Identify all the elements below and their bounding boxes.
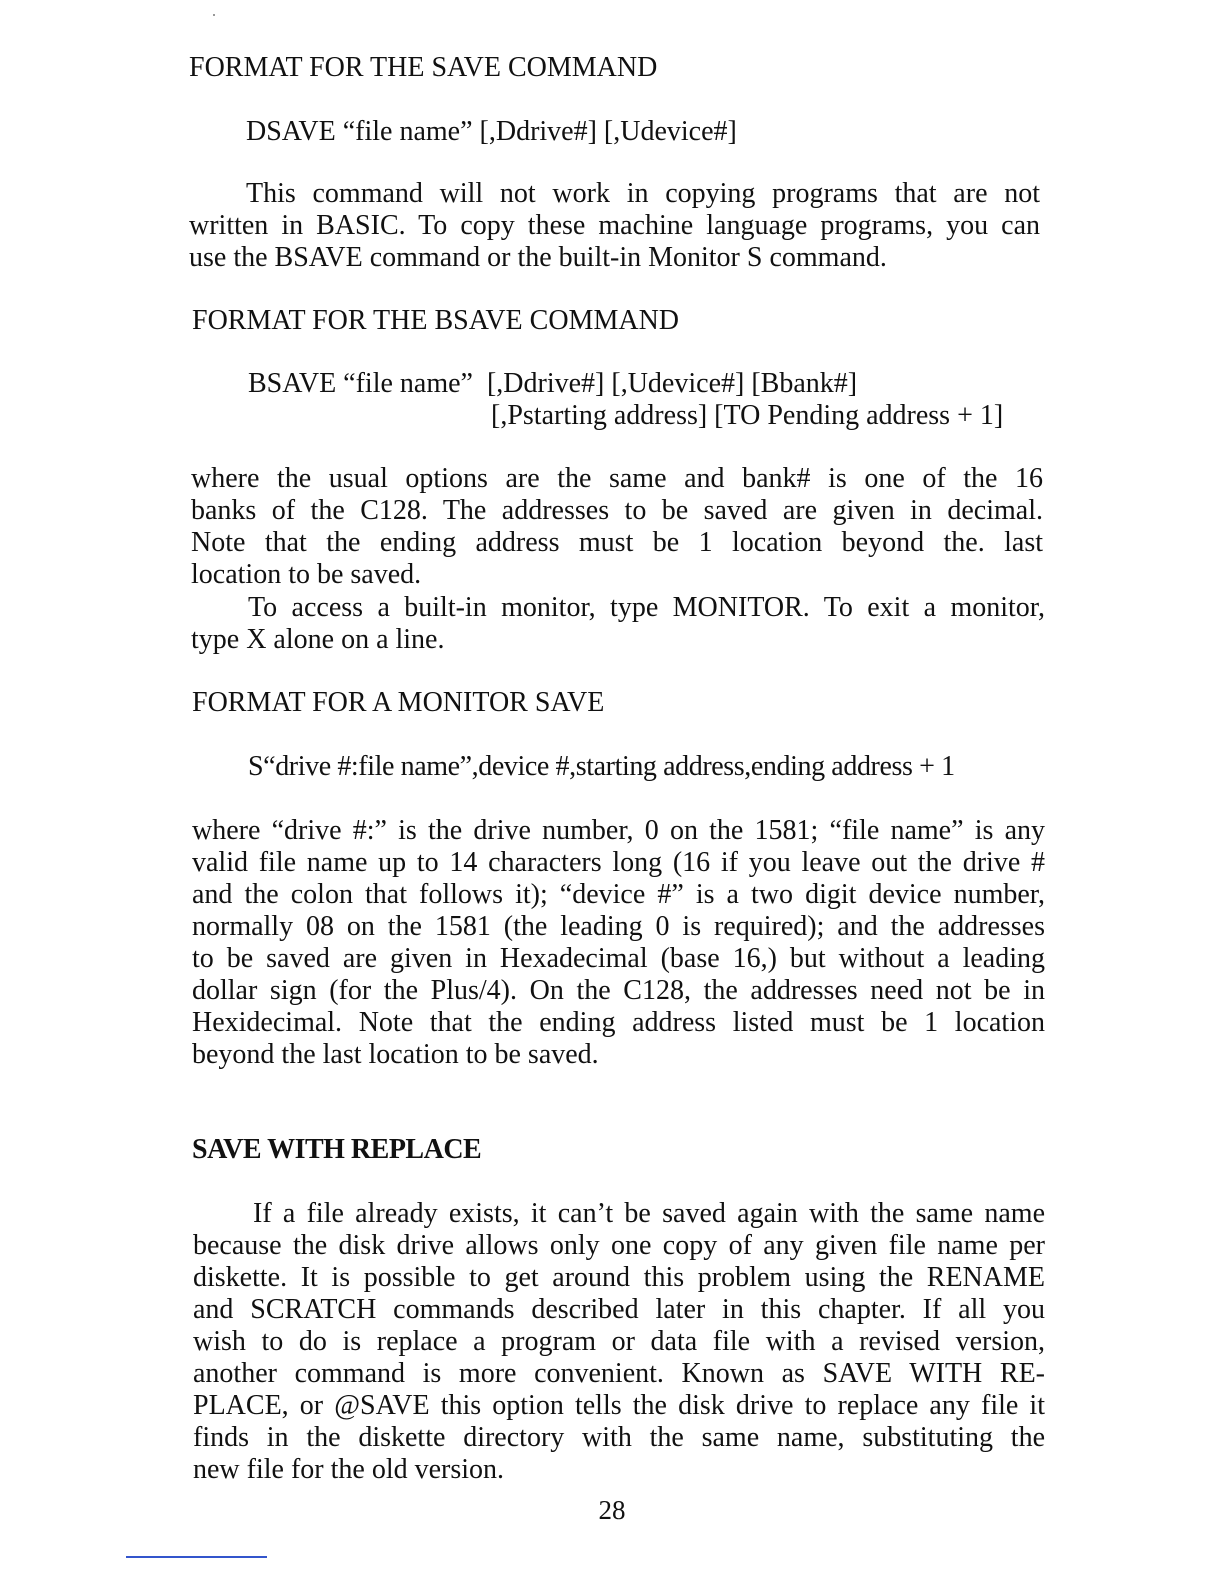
- scan-speck: [213, 14, 215, 16]
- save-replace-line-7: PLACE, or @SAVE this option tells the disk drive to replace any file it: [193, 1390, 1045, 1421]
- page-number: 28: [598, 1495, 626, 1525]
- monitor-access-line-2: type X alone on a line.: [191, 624, 445, 655]
- monitor-note-line-8: beyond the last location to be saved.: [192, 1039, 599, 1070]
- save-replace-line-6: another command is more convenient. Known as SAVE WITH RE-: [193, 1358, 1045, 1389]
- monitor-note-line-2: valid file name up to 14 characters long (16 if you leave out the drive #: [192, 847, 1045, 878]
- save-replace-line-8: finds in the diskette directory with the same name, substituting the: [193, 1422, 1045, 1453]
- save-replace-line-1: If a file already exists, it can’t be saved again with the same name: [253, 1198, 1045, 1229]
- monitor-note-line-3: and the colon that follows it); “device #” is a two digit device number,: [192, 879, 1045, 910]
- save-replace-line-3: diskette. It is possible to get around this problem using the RENAME: [193, 1262, 1045, 1293]
- bsave-note-line-3: Note that the ending address must be 1 location beyond the. last: [191, 527, 1043, 558]
- save-replace-heading: SAVE WITH REPLACE: [192, 1134, 482, 1165]
- monitor-note-line-7: Hexidecimal. Note that the ending address listed must be 1 location: [192, 1007, 1045, 1038]
- save-replace-line-9: new file for the old version.: [193, 1454, 505, 1485]
- monitor-note-line-6: dollar sign (for the Plus/4). On the C128, the addresses need not be in: [192, 975, 1045, 1006]
- monitor-note-line-5: to be saved are given in Hexadecimal (base 16,) but without a leading: [192, 943, 1045, 974]
- save-format-heading: FORMAT FOR THE SAVE COMMAND: [189, 52, 658, 83]
- bsave-note-line-2: banks of the C128. The addresses to be saved are given in decimal.: [191, 495, 1043, 526]
- dsave-syntax: DSAVE “file name” [,Ddrive#] [,Udevice#]: [246, 116, 737, 147]
- basic-note-line-2: written in BASIC. To copy these machine language programs, you can: [189, 210, 1040, 241]
- basic-note-line-3: use the BSAVE command or the built-in Monitor S command.: [189, 242, 887, 273]
- basic-note-line-1: This command will not work in copying programs that are not: [246, 178, 1040, 209]
- monitor-note-line-1: where “drive #:” is the drive number, 0 on the 1581; “file name” is any: [192, 815, 1045, 846]
- bsave-syntax-line-1: BSAVE “file name” [,Ddrive#] [,Udevice#] [Bbank#]: [248, 368, 858, 399]
- bsave-syntax-line-2: [,Pstarting address] [TO Pending address + 1]: [491, 400, 1004, 431]
- monitor-save-syntax: S“drive #:file name”,device #,starting address,ending address + 1: [248, 751, 955, 782]
- save-replace-line-5: wish to do is replace a program or data file with a revised version,: [193, 1326, 1045, 1357]
- monitor-format-heading: FORMAT FOR A MONITOR SAVE: [192, 687, 605, 718]
- footer-rule: [126, 1556, 267, 1558]
- bsave-format-heading: FORMAT FOR THE BSAVE COMMAND: [192, 305, 680, 336]
- monitor-note-line-4: normally 08 on the 1581 (the leading 0 is required); and the addresses: [192, 911, 1045, 942]
- monitor-access-line-1: To access a built-in monitor, type MONITOR. To exit a monitor,: [248, 592, 1045, 623]
- bsave-note-line-1: where the usual options are the same and bank# is one of the 16: [191, 463, 1043, 494]
- save-replace-line-2: because the disk drive allows only one copy of any given file name per: [193, 1230, 1045, 1261]
- save-replace-line-4: and SCRATCH commands described later in this chapter. If all you: [193, 1294, 1045, 1325]
- bsave-note-line-4: location to be saved.: [191, 559, 422, 590]
